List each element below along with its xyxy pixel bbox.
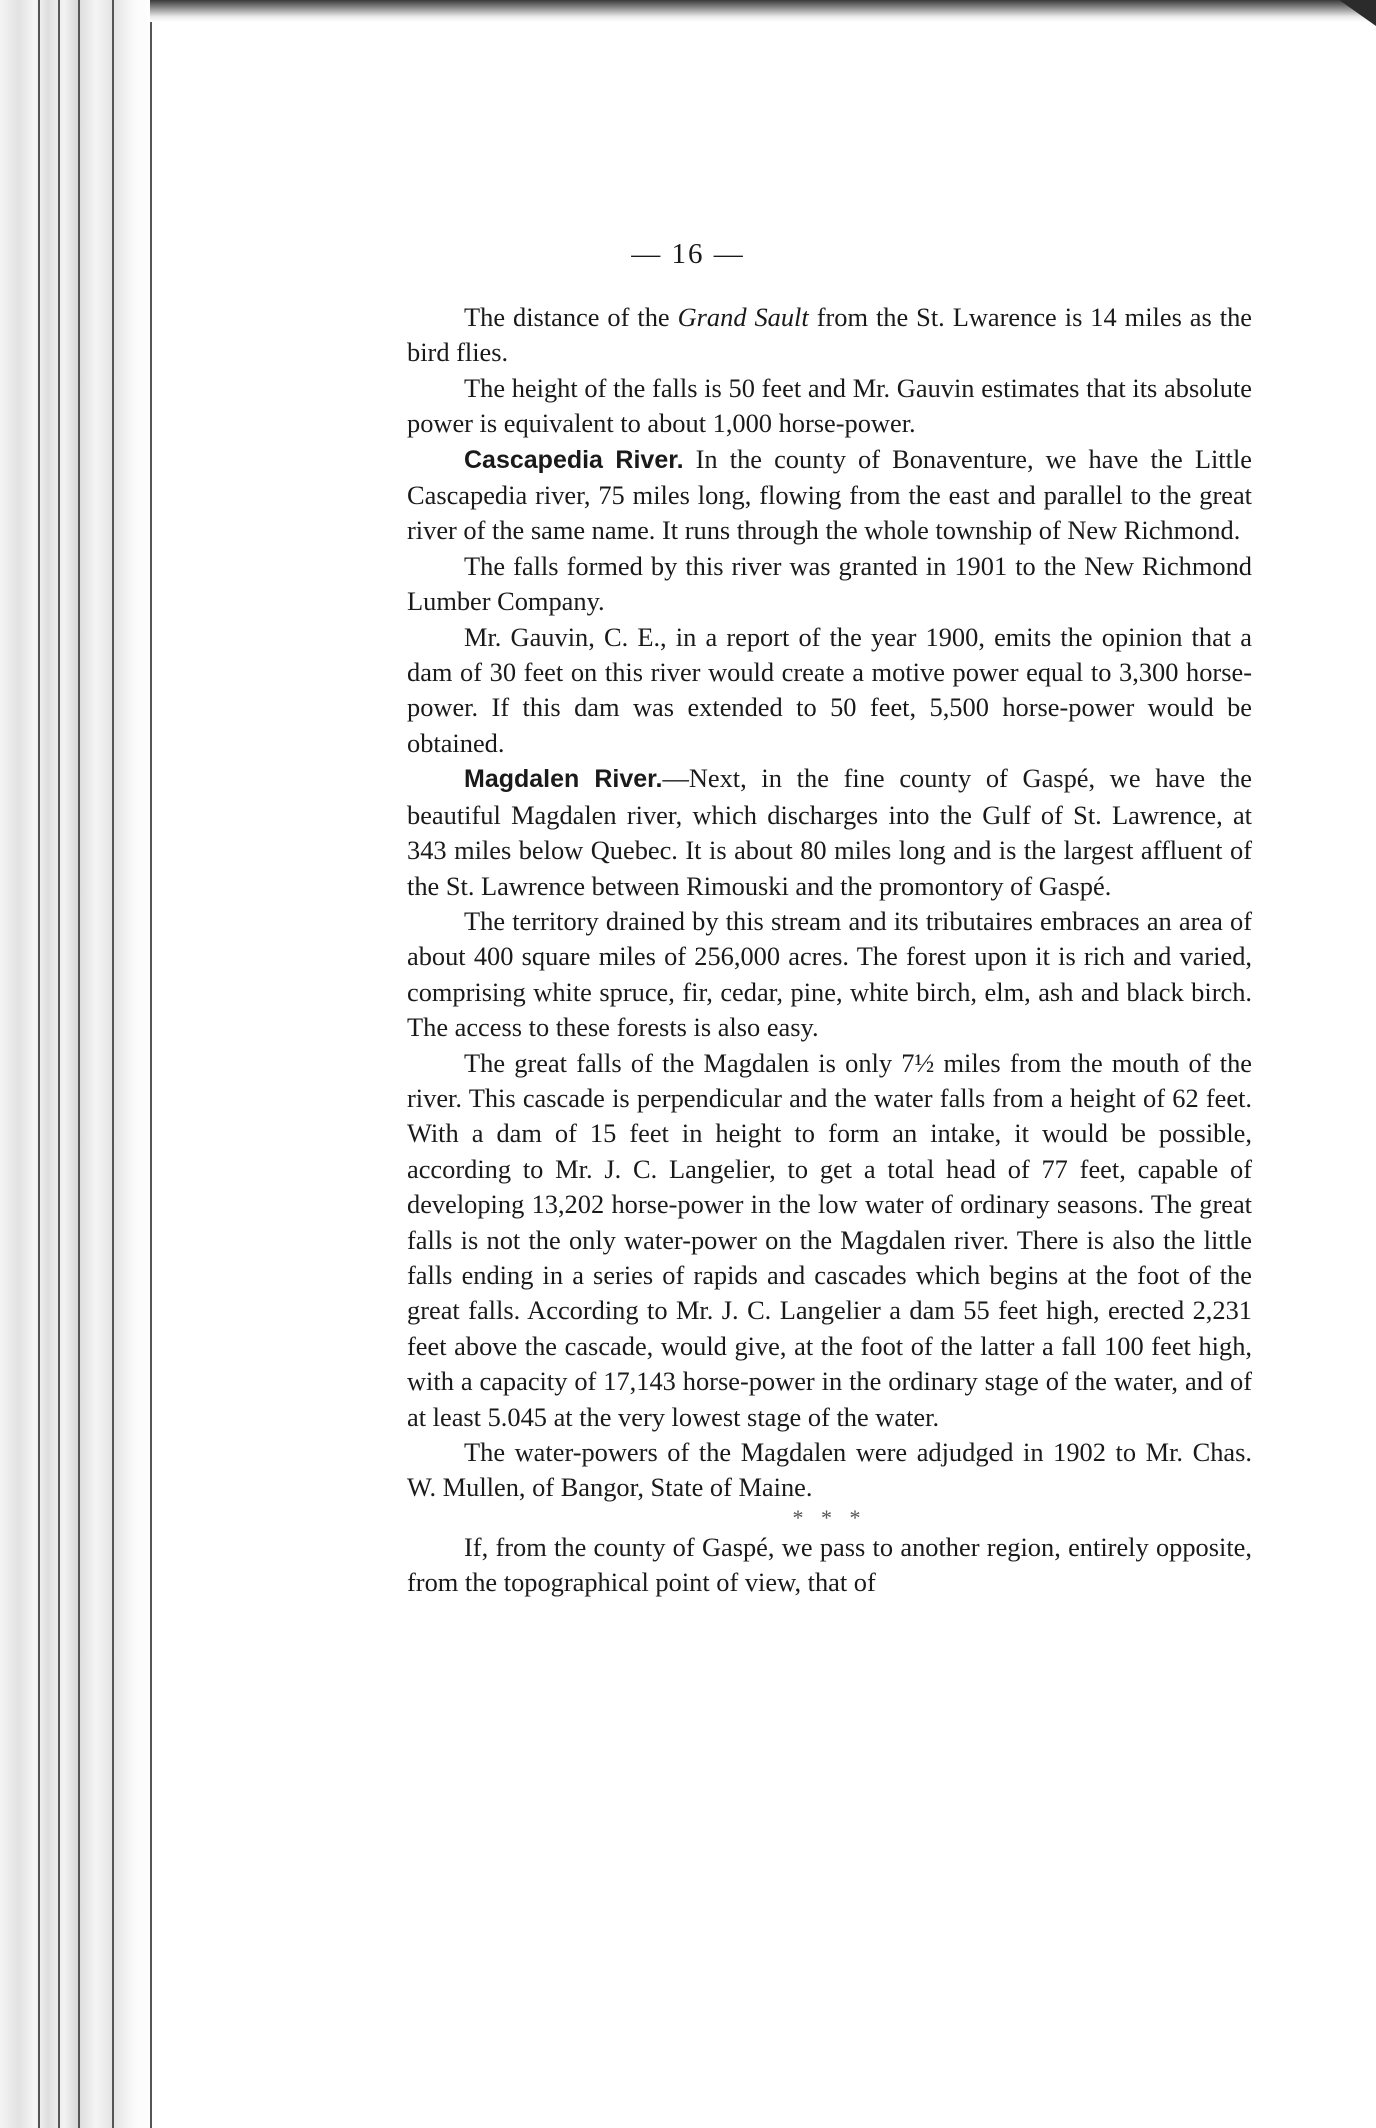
paragraph-cascapedia (407, 442, 1252, 549)
paragraph-next-region: If, from the county of Gaspé, we pass to another region, entirely opposite, from the topographical point of view, that of (407, 1531, 1252, 1598)
page-number: — 16 — (631, 238, 745, 270)
paragraph-great-falls: The great falls of the Magdalen is only 7½ miles from the mouth of the river. This cascade is perpendicular and the water falls from a height of 62 feet. With a dam of 15 feet in height to form an intake, it would be possible, according to Mr. J. C. Langelier, to get a total head of 77 feet, capable of developing 13,202 horse-power in the low water of ordinary seasons. The great falls is not the only water-power on the Magdalen river. There is also the little falls ending in a series of rapids and cascades which begins at the foot of the great falls. According to Mr. J. C. Langelier a dam 55 feet high, erected 2,231 feet above the cascade, would give, at the foot of the latter a fall 100 feet high, with a capacity of 17,143 horse-power in the ordinary stage of the water, and of at least 5.045 at the very lowest stage of the water. (407, 1047, 1252, 1432)
book-page-edges (0, 0, 160, 2128)
paragraph-territory: The territory drained by this stream and its tributaires embraces an area of about 400 square miles of 256,000 acres. The forest upon it is rich and varied, comprising white spruce, fir, cedar, pine, white birch, elm, ash and black birch. The access to these forests is also easy. (407, 905, 1252, 1043)
text-run: —Next, in the fine county of Gaspé, we have the beautiful Magdalen river, which discharges into the Gulf of St. Lawrence, at 343 miles below Quebec. It is about 80 miles long and is the largest affluent of the St. Lawrence between Rimouski and the promontory of Gaspé. (407, 763, 1252, 901)
paragraph-magdalen (407, 761, 1252, 904)
body-text (407, 300, 1252, 1601)
page-edge-line (150, 0, 152, 2128)
page-edge-line (112, 0, 114, 2128)
page-edge-line (78, 0, 80, 2128)
paragraph-grand-sault (407, 300, 1252, 371)
page-edge-line (58, 0, 60, 2128)
italic-place-name: Grand Sault (677, 302, 809, 332)
paragraph-falls-height: The height of the falls is 50 feet and Mr. Gauvin estimates that its absolute power is equivalent to about 1,000 horse-power. (407, 372, 1252, 439)
paragraph-gauvin-report: Mr. Gauvin, C. E., in a report of the year 1900, emits the opinion that a dam of 30 feet on this river would create a motive power equal to 3,300 horse-power. If this dam was extended to 50 feet, 5,500 horse-power would be obtained. (407, 621, 1252, 758)
paragraph-water-powers: The water-powers of the Magdalen were adjudged in 1902 to Mr. Chas. W. Mullen, of Bangor, State of Maine. (407, 1437, 1252, 1503)
section-heading-cascapedia: Cascapedia River. (464, 445, 684, 474)
text-run: The distance of the (464, 302, 678, 332)
page-top-shadow (150, 0, 1376, 22)
text-run: In the county of Bonaventure, we have the Little Cascapedia river, 75 miles long, flowing from the east and parallel to the great river of the same name. It runs through the whole township of New Richmond. (407, 443, 1252, 546)
section-separator: * * * (792, 1504, 867, 1530)
section-heading-magdalen: Magdalen River. (464, 765, 663, 794)
page-edge-line (38, 0, 40, 2128)
text-run: from the St. Lwarence is 14 miles as the bird flies. (407, 302, 1252, 368)
paragraph-falls-granted: The falls formed by this river was granted in 1901 to the New Richmond Lumber Company. (407, 550, 1252, 617)
